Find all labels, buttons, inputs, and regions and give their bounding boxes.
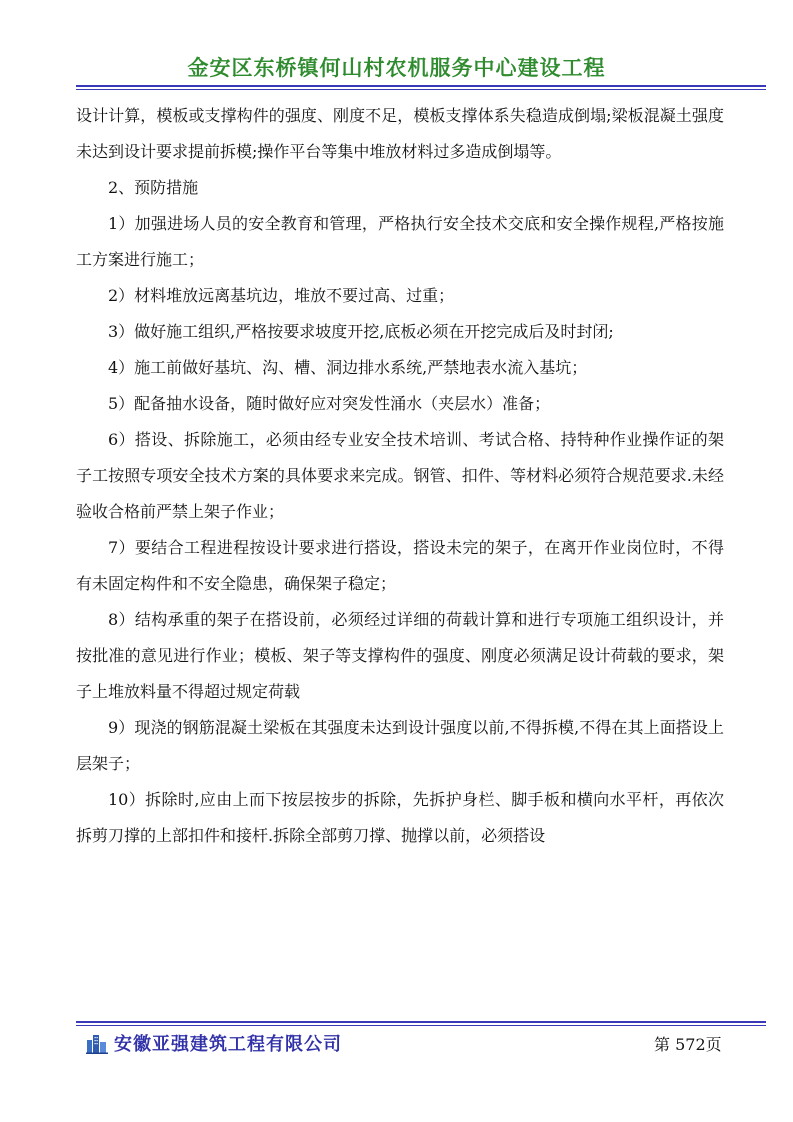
body-paragraph: 1）加强进场人员的安全教育和管理，严格执行安全技术交底和安全操作规程,严格按施工方案进行施工； bbox=[76, 214, 724, 269]
body-paragraph: 8）结构承重的架子在搭设前，必须经过详细的荷载计算和进行专项施工组织设计，并按批准的意见进行作业；模板、架子等支撑构件的强度、刚度必须满足设计荷载的要求，架子上堆放料量不得超过规定荷载 bbox=[76, 610, 724, 701]
document-body bbox=[76, 98, 724, 854]
footer-company bbox=[86, 1030, 342, 1056]
body-paragraph: 设计计算，模板或支撑构件的强度、刚度不足，模板支撑体系失稳造成倒塌;梁板混凝土强度未达到设计要求提前拆模;操作平台等集中堆放材料过多造成倒塌等。 bbox=[76, 106, 724, 161]
body-paragraph: 4）施工前做好基坑、沟、槽、洞边排水系统,严禁地表水流入基坑； bbox=[108, 358, 588, 377]
body-paragraph: 5）配备抽水设备，随时做好应对突发性涌水（夹层水）准备； bbox=[108, 394, 551, 413]
body-paragraph: 6）搭设、拆除施工，必须由经专业安全技术培训、考试合格、持特种作业操作证的架子工按照专项安全技术方案的具体要求来完成。钢管、扣件、等材料必须符合规范要求.未经验收合格前严禁上架子作业； bbox=[76, 430, 724, 521]
body-paragraph: 9）现浇的钢筋混凝土梁板在其强度未达到设计强度以前,不得拆模,不得在其上面搭设上层架子； bbox=[76, 718, 724, 773]
body-paragraph: 3）做好施工组织,严格按要求坡度开挖,底板必须在开挖完成后及时封闭; bbox=[108, 322, 614, 341]
footer-divider bbox=[76, 1021, 766, 1026]
section-heading: 2、预防措施 bbox=[108, 178, 199, 197]
building-logo-icon bbox=[86, 1032, 108, 1054]
header-divider bbox=[76, 85, 766, 90]
page-header-title: 金安区东桥镇何山村农机服务中心建设工程 bbox=[187, 56, 606, 80]
body-paragraph: 7）要结合工程进程按设计要求进行搭设，搭设未完的架子，在离开作业岗位时，不得有未固定构件和不安全隐患，确保架子稳定； bbox=[76, 538, 724, 593]
company-name: 安徽亚强建筑工程有限公司 bbox=[114, 1034, 342, 1055]
body-paragraph: 10）拆除时,应由上而下按层按步的拆除，先拆护身栏、脚手板和横向水平杆，再依次拆剪刀撑的上部扣件和接杆.拆除全部剪刀撑、抛撑以前，必须搭设 bbox=[76, 790, 724, 845]
page-number: 第 572页 bbox=[654, 1035, 722, 1054]
body-paragraph: 2）材料堆放远离基坑边，堆放不要过高、过重； bbox=[108, 286, 455, 305]
